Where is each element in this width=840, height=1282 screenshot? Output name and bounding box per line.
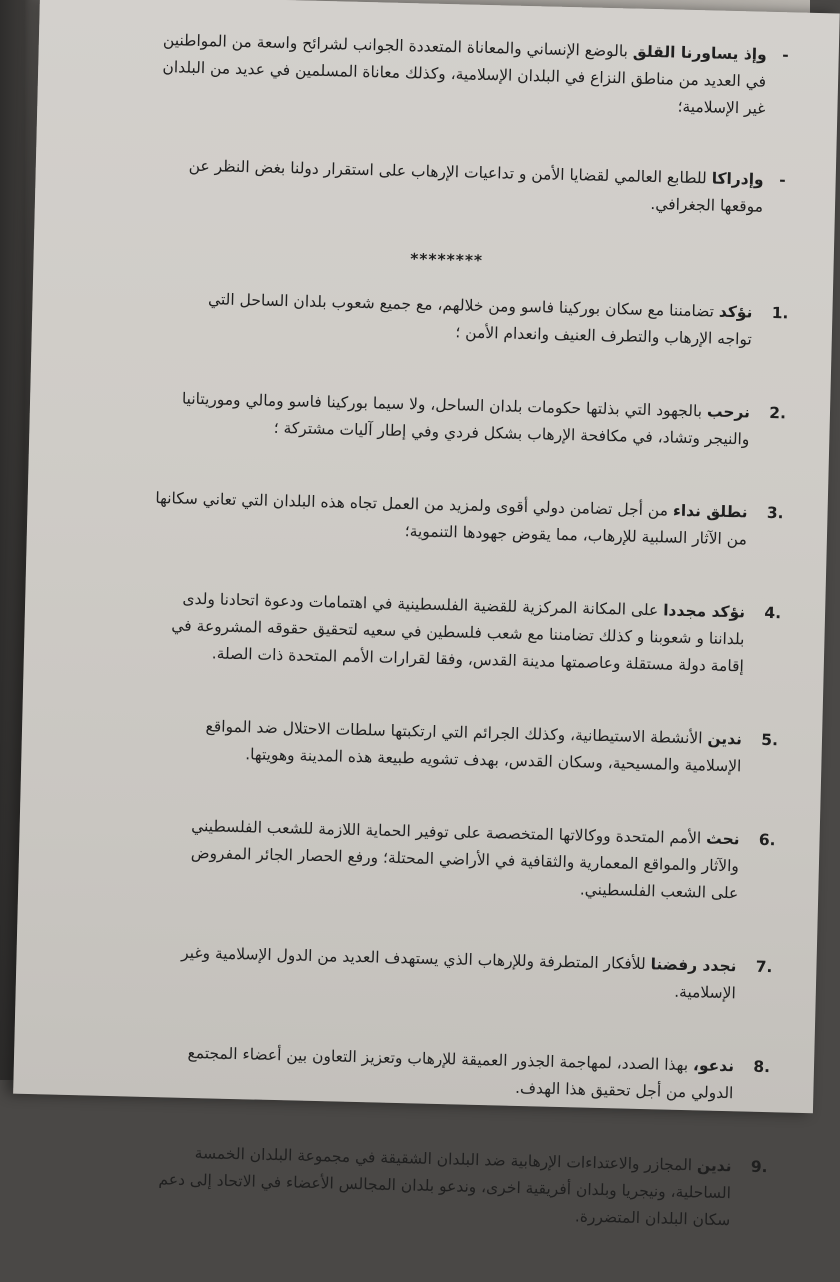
item-text: بالجهود التي بذلتها حكومات بلدان الساحل، ولا سيما بوركينا فاسو ومالي وموريتانيا <box>181 389 708 421</box>
text-line: إقامة دولة مستقلة وعاصمتها مدينة القدس، وفقا لقرارات الأمم المتحدة ذات الصلة. <box>211 644 745 676</box>
text-line: الإسلامية والمسيحية، وسكان القدس، بهدف تشويه طبيعة هذه المدينة وهويتها. <box>244 745 742 776</box>
text-line: والآثار والمواقع المعمارية والثقافية في الأراضي المحتلة؛ ورفع الحصار الجائر المفروض <box>190 843 740 876</box>
item-lead: نطلق نداء <box>672 501 748 522</box>
text-line: سكان البلدان المتضررة. <box>574 1207 731 1230</box>
text-line: على الشعب الفلسطيني. <box>579 880 739 903</box>
item-lead: نحث <box>705 829 740 849</box>
numbered-item <box>101 711 779 781</box>
item-number: 8. <box>753 1057 771 1077</box>
clause-dash: - <box>779 171 786 190</box>
preamble-clause <box>115 151 786 221</box>
text-line: الدولي من أجل تحقيق هذا الهدف. <box>514 1078 734 1103</box>
item-number: 3. <box>766 503 784 523</box>
item-text: على المكانة المركزية للقضية الفلسطينية في اهتمامات ودعوة اتحادنا ولدى <box>182 589 664 620</box>
text-line: في العديد من مناطق النزاع في البلدان الإسلامية، وكذلك معاناة المسلمين في عديد من البلدان <box>162 58 767 91</box>
numbered-item <box>112 284 789 354</box>
document-body <box>89 26 789 1281</box>
item-lead: نؤكد <box>718 302 753 322</box>
item-number: 7. <box>755 957 773 977</box>
text-line: من الآثار السلبية للإرهاب، مما يقوض جهودها التنموية؛ <box>404 522 748 549</box>
item-number: 5. <box>761 730 779 750</box>
text-line: والنيجر وتشاد، في مكافحة الإرهاب بشكل فردي وفي إطار آليات مشتركة ؛ <box>273 418 750 449</box>
item-lead: ندين <box>696 1156 732 1176</box>
item-number: 6. <box>758 830 776 850</box>
text-line: تواجه الإرهاب والتطرف العنيف وانعدام الأمن ؛ <box>455 323 752 349</box>
numbered-item <box>90 1138 768 1235</box>
clause-text: للطابع العالمي لقضايا الأمن و تداعيات الإرهاب على استقرار دولنا بغض النظر عن <box>188 156 712 188</box>
item-text: الأنشطة الاستيطانية، وكذلك الجرائم التي ارتكبتها سلطات الاحتلال ضد المواقع <box>205 717 708 748</box>
numbered-item <box>107 484 784 554</box>
item-number: 9. <box>750 1157 768 1177</box>
item-lead: نرحب <box>706 402 751 422</box>
item-number: 1. <box>771 303 789 323</box>
item-text: تضامننا مع سكان بوركينا فاسو ومن خلالهم، مع جميع شعوب بلدان الساحل التي <box>207 290 720 321</box>
numbered-item <box>93 1038 771 1108</box>
item-text: الأمم المتحدة ووكالاتها المتخصصة على توفير الحماية اللازمة للشعب الفلسطيني <box>190 816 707 848</box>
clause-dash: - <box>782 46 789 65</box>
document-page <box>13 0 840 1230</box>
item-number: 4. <box>764 603 782 623</box>
item-text: للأفكار المتطرفة وللإرهاب الذي يستهدف العديد من الدول الإسلامية وغير <box>181 943 651 974</box>
item-lead: نؤكد مجددا <box>663 601 746 622</box>
text-line: غير الإسلامية؛ <box>677 97 766 118</box>
text-line: الساحلية، ونيجريا وبلدان أفريقية اخرى، وندعو بلدان المجالس الأعضاء في الاتحاد إلى دعم <box>158 1170 732 1203</box>
text-line: الإسلامية. <box>673 982 737 1003</box>
item-text: بهذا الصدد، لمهاجمة الجذور العميقة للإرهاب وتعزيز التعاون بين أعضاء المجتمع <box>187 1043 694 1075</box>
numbered-item <box>96 938 773 1008</box>
clause-lead: وإذ يساورنا القلق <box>632 42 767 64</box>
item-lead: ندين <box>707 729 743 749</box>
item-text: من أجل تضامن دولي أقوى ولمزيد من العمل تجاه هذه البلدان التي تعاني سكانها <box>155 488 674 520</box>
item-lead: نجدد رفضنا <box>650 955 737 976</box>
numbered-item <box>98 811 776 908</box>
text-line: بلداننا و شعوبنا و كذلك تضامننا مع شعب فلسطين في سعيه لتحقيق حقوقه المشروعة في <box>171 616 745 649</box>
section-separator: ******** <box>409 250 484 270</box>
numbered-item <box>104 584 782 681</box>
item-number: 2. <box>769 403 787 423</box>
preamble-clause <box>117 26 789 123</box>
item-lead: ندعو، <box>692 1056 735 1076</box>
clause-lead: وإدراكا <box>711 169 764 189</box>
text-line: موقعها الجغرافي. <box>650 194 764 216</box>
item-text: المجازر والاعتداءات الإرهابية ضد البلدان الشقيقة في مجموعة البلدان الخمسة <box>194 1144 698 1175</box>
numbered-item <box>109 384 787 454</box>
clause-text: بالوضع الإنساني والمعاناة المتعددة الجوانب لشرائح واسعة من المواطنين <box>162 31 634 61</box>
